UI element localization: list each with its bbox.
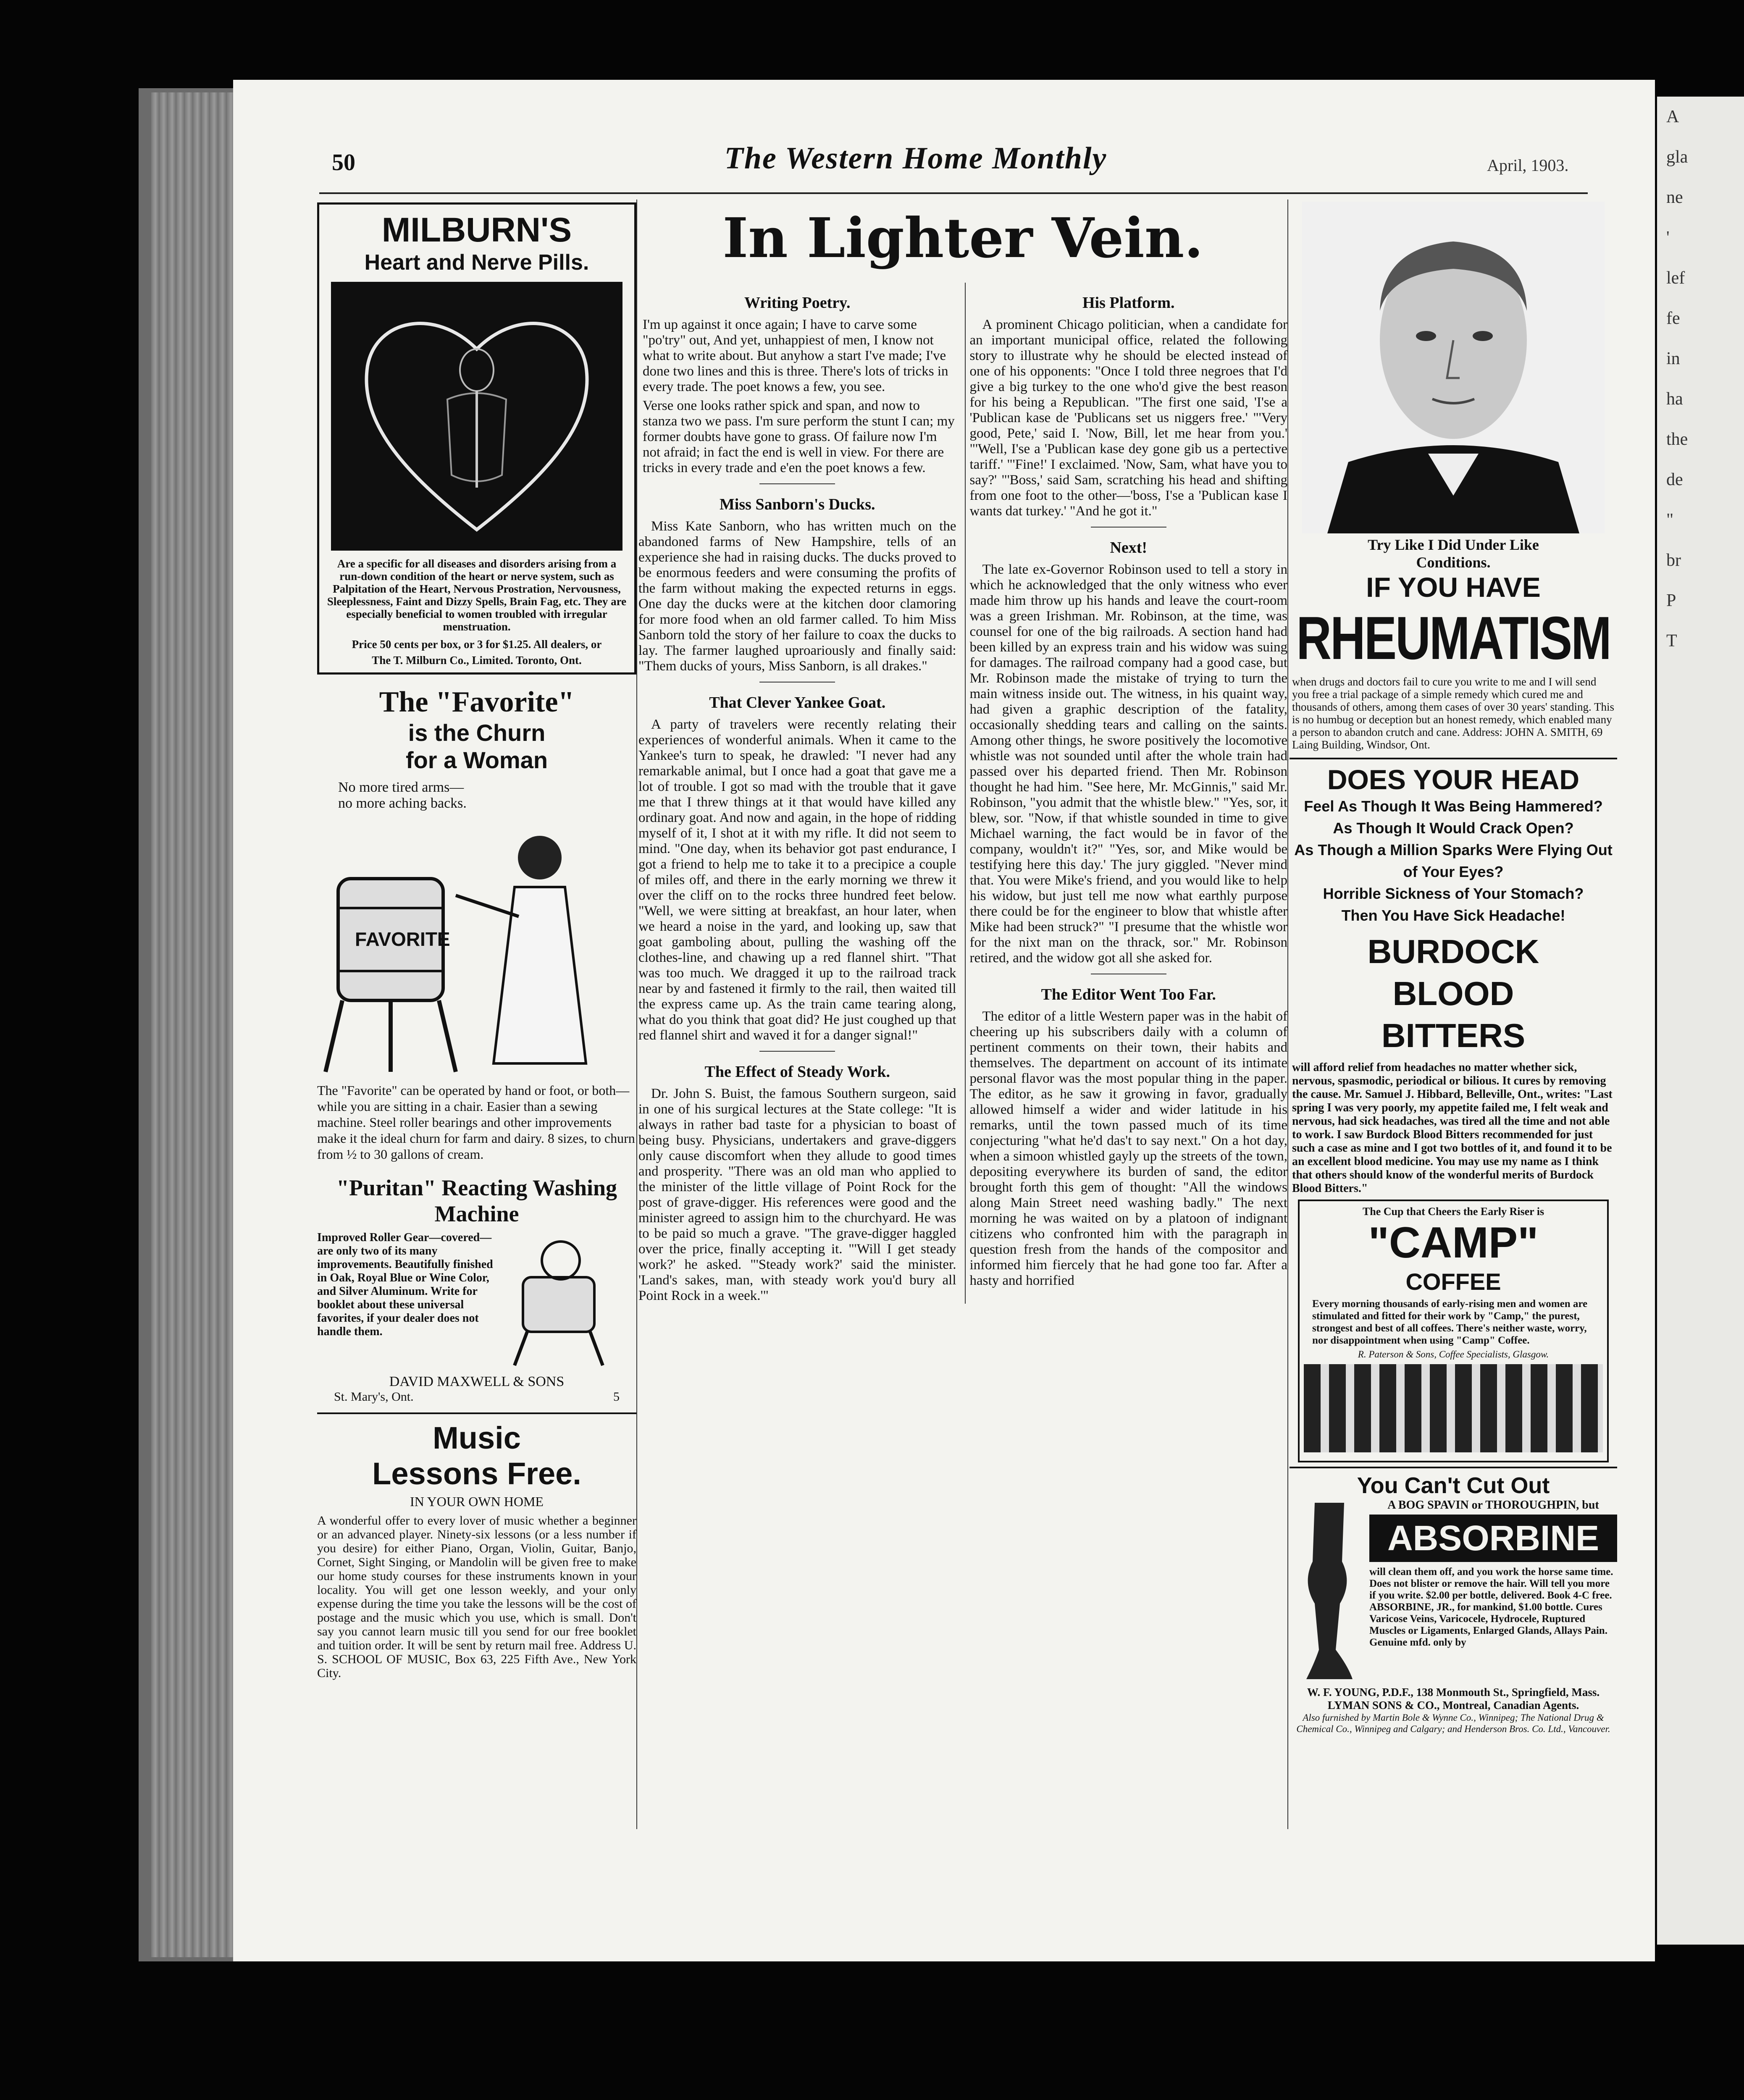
writing-poetry-stanza1: I'm up against it once again; I have to carve some "po'try" out, And yet, unhappiest of men, I know not what to write about. But anyhow a start I've made; I've done two lines and this is three. There's lots of tricks in every trade. The poet knows a few, you see.	[643, 317, 948, 394]
writing-poetry-stanza2: Verse one looks rather spick and span, and now to stanza two we pass. I'm sure perform the stunt I can; my former doubts have gone to grass. Of failure now I'm not afraid; in fact the end is well in view. For there are tricks in every trade and e'en the poet knows a few.	[643, 398, 955, 475]
editorial-subcolumn-right	[965, 283, 1288, 1304]
masthead-title: The Western Home Monthly	[724, 141, 1107, 176]
camp-word: COFFEE	[1405, 1268, 1501, 1295]
facing-page-text-12: P	[1666, 591, 1676, 610]
burdock-q1: Feel As Though It Was Being Hammered?	[1304, 798, 1603, 815]
camp-coffee-ad	[1298, 1200, 1609, 1462]
editor-title: The Editor Went Too Far.	[1041, 986, 1216, 1003]
right-ad-column	[1290, 197, 1617, 2100]
ducks-title: Miss Sanborn's Ducks.	[719, 496, 875, 513]
goat-body: A party of travelers were recently relating their experiences of wonderful animals. When it came to the Yankee's turn to speak, he drawled: "I never had any remarkable animal, but I once had a goat that gave me a lot of trouble. I got so mad with the trouble that it gave me that I threw things at it that would have killed any ordinary goat. And now and again, in the hope of ridding myself of it, I shot at it with my rifle. It did not seem to mind. "One day, when its behavior got past endurance, I got a friend to help me to take it to a precipice a couple of miles off, and there in the early morning we threw it over the cliff on to the rocks three hundred feet below. "Well, we were sitting at breakfast, an hour later, when we heard a noise in the yard, and looking up, saw that goat gamboling about, pulling the washing off the clothes-line, and chawing up a red flannel shirt. "That was too much. We dragged it up to the railroad track near by and fastened it firmly to the rail, then waited till the express came up. As the train came tearing along, what do you think that goat did? He just coughed up that red flannel shirt and waved it for a danger signal!"	[638, 717, 956, 1043]
facing-page-text-0: A	[1666, 107, 1679, 126]
story-separator	[759, 483, 835, 484]
header-rule	[319, 192, 1588, 194]
milburn-price: Price 50 cents per box, or 3 for $1.25. All dealers, or	[352, 638, 602, 651]
facing-page-text-2: ne	[1666, 188, 1683, 207]
puritan-city: St. Mary's, Ont.	[334, 1390, 414, 1404]
milburn-ad	[317, 202, 636, 675]
burdock-title: DOES YOUR HEAD	[1327, 764, 1580, 795]
favorite-title: The "Favorite"	[379, 686, 575, 718]
burdock-brand3: BITTERS	[1381, 1017, 1526, 1054]
favorite-body: The "Favorite" can be operated by hand or foot, or both—while you are sitting in a chair. Easier than a sewing machine. Steel roller bearings and other improvements make it the ideal churn for farm and dairy. 8 sizes, to churn from ½ to 30 gallons of cream.	[317, 1083, 635, 1162]
horse-leg-icon	[1290, 1499, 1365, 1683]
column-divider-right	[1287, 200, 1288, 1829]
milburn-company: The T. Milburn Co., Limited. Toronto, Ont.	[372, 654, 582, 667]
burdock-brand1: BURDOCK	[1367, 933, 1539, 970]
churn-label: FAVORITE	[355, 928, 450, 950]
burdock-body: will afford relief from headaches no matter whether sick, nervous, spasmodic, periodical or bilious. It cures by removing the cause. Mr. Samuel J. Hibbard, Belleville, Ont., writes: "Last spring I was very poorly, my appetite failed me, I felt weak and nervous, had sick headaches, was tired all the time and not able to work. I saw Burdock Blood Bitters recommended for just such a case as mine and I got two bottles of it, and found it to be an excellent blood medicine. You may use my name as I think that others should know of the wonderful merits of Burdock Blood Bitters."	[1292, 1061, 1613, 1195]
facing-page-text-6: in	[1666, 349, 1680, 368]
absorbine-brand: ABSORBINE	[1369, 1515, 1617, 1562]
facing-page-text-1: gla	[1666, 147, 1688, 167]
music-title1: Music	[433, 1420, 521, 1455]
absorbine-agents: LYMAN SONS & CO., Montreal, Canadian Agents.	[1327, 1699, 1579, 1712]
rheumatism-word: RHEUMATISM	[1296, 604, 1610, 672]
camp-body: Every morning thousands of early-rising men and women are stimulated and fitted for their work by "Camp," the purest, strongest and best of all coffees. There's neither waste, worry, nor disappointment when using "Camp" Coffee.	[1312, 1298, 1588, 1346]
page-number: 50	[332, 150, 355, 176]
milburn-title: MILBURN'S	[381, 211, 572, 249]
facing-page-text-10: "	[1666, 510, 1674, 530]
facing-page-text-3: '	[1666, 228, 1670, 247]
camp-brand: "CAMP"	[1368, 1218, 1539, 1267]
rheumatism-caption2: Conditions.	[1416, 554, 1491, 571]
column-divider-left	[636, 200, 637, 1829]
rheumatism-ad	[1290, 202, 1617, 751]
facing-page-text-7: ha	[1666, 389, 1683, 409]
story-separator	[1091, 527, 1166, 528]
issue-date: April, 1903.	[1487, 156, 1569, 175]
masthead	[559, 141, 1273, 176]
absorbine-title: You Can't Cut Out	[1357, 1473, 1550, 1498]
favorite-churn-ad	[317, 681, 636, 1166]
burdock-q5: Then You Have Sick Headache!	[1341, 907, 1565, 924]
absorbine-ad	[1290, 1467, 1617, 1735]
next-title: Next!	[1110, 539, 1148, 556]
editorial-column	[638, 197, 1287, 2100]
left-ad-column	[317, 197, 636, 2100]
favorite-line3: for a Woman	[405, 747, 548, 773]
facing-page-text-11: br	[1666, 551, 1681, 570]
steady-work-title: The Effect of Steady Work.	[704, 1063, 890, 1081]
washing-machine-illustration	[498, 1231, 624, 1370]
portrait-photo	[1302, 202, 1605, 533]
favorite-tag1: No more tired arms—	[338, 780, 464, 795]
rheumatism-body: when drugs and doctors fail to cure you write to me and I will send you free a trial package of a simple remedy which cured me and thousands of others, among them cases of over 30 years' standing. This is no humbug or deception but an honest remedy, which enabled many a person to abandon crutch and cane. Address: JOHN A. SMITH, 69 Laing Building, Windsor, Ont.	[1292, 675, 1614, 751]
music-subtitle: IN YOUR OWN HOME	[410, 1494, 544, 1509]
man-portrait-icon	[1302, 202, 1605, 533]
rheumatism-caption1: Try Like I Did Under Like	[1368, 536, 1539, 553]
burdock-brand2: BLOOD	[1392, 975, 1514, 1012]
editor-body: The editor of a little Western paper was in the habit of cheering up his subscribers daily with a column of pertinent comments on their town, their habits and themselves. The department on account of its intimate personal flavor was the most popular thing in the paper. The editor, as he saw it growing in favor, gradually allowed himself a wider and wider latitude in his remarks, until the town passed much of its time conjecturing "what he'd das't to say next." On a hot day, when a simoon whistled gayly up the streets of the town, depositing everywhere its burden of sand, the editor brought forth this gem of thought: "All the windows along Main Street need washing badly." The next morning he was waited on by a platoon of indignant citizens who confronted him with the paragraph in question fresh from the hands of the compositor and informed him fiercely that he had gone too far. After a hasty and horrified	[969, 1009, 1287, 1288]
facing-page-text-9: de	[1666, 470, 1683, 489]
puritan-ad	[317, 1173, 636, 1406]
platform-body: A prominent Chicago politician, when a candidate for an important municipal office, related the following story to illustrate why he should be elected instead of one of his opponents: "Once I told three negroes that I'd give a big turkey to the one who'd give the best reason for his being a Republican. "The first one said, 'I'se a 'Publican kase de 'Publicans set us niggers free.' "'Very good, Pete,' said I. 'Now, Bill, let me hear from you.' "'Well, I'se a 'Publican kase dey gone gib us a pertective tariff.' "'Fine!' I exclaimed. 'Now, Sam, what have you to say?' "'Boss,' said Sam, scratching his head and shifting from one foot to the other—'boss, I'se a 'Publican kase I wants dat turkey.' "And he got it."	[969, 317, 1287, 519]
facing-page-fragment	[1657, 97, 1744, 1945]
favorite-tag2: no more aching backs.	[338, 795, 467, 811]
coffee-cups-illustration	[1304, 1364, 1603, 1452]
favorite-line2: is the Churn	[408, 719, 546, 746]
absorbine-sub: A BOG SPAVIN or THOROUGHPIN, but	[1387, 1499, 1599, 1512]
writing-poetry-title: Writing Poetry.	[744, 294, 851, 312]
puritan-title: "Puritan" Reacting Washing Machine	[336, 1175, 617, 1226]
music-title2: Lessons Free.	[372, 1456, 581, 1491]
heart-icon	[351, 294, 603, 538]
rheumatism-line1: IF YOU HAVE	[1366, 572, 1541, 603]
feature-headline: In Lighter Vein.	[722, 206, 1203, 270]
absorbine-also: Also furnished by Martin Bole & Wynne Co., Winnipeg; The National Drug & Chemical Co., Winnipeg and Calgary; and Henderson Bros. Co. Ltd., Vancouver.	[1296, 1712, 1610, 1734]
facing-page-text-5: fe	[1666, 309, 1680, 328]
camp-tagline: The Cup that Cheers the Early Riser is	[1362, 1205, 1544, 1218]
facing-page-text-13: T	[1666, 631, 1677, 651]
puritan-body: Improved Roller Gear—covered—are only two of its many improvements. Beautifully finished in Oak, Royal Blue or Wine Color, and Silver Aluminum. Write for booklet about these universal favorites, if your dealer does not handle them.	[317, 1231, 493, 1338]
steady-work-body: Dr. John S. Buist, the famous Southern surgeon, said in one of his surgical lectures at the State college: "It is always in rather bad taste for a physician to boast of being busy. Physicians, undertakers and grave-diggers only cause discomfort when they allude to good times and prosperity. "There was an old man who applied to the minister of the little village of Point Rock for the post of grave-digger. His references were good and the minister agreed to assign him to the churchyard. He was to be paid so much a grave. "The grave-digger haggled over the price, finally accepting it. "'Will I get steady work?' he asked. "'Steady work?' said the minister. 'Land's sakes, man, with steady work you'd bury all Point Rock in a week.'"	[638, 1086, 956, 1303]
milburn-subtitle: Heart and Nerve Pills.	[364, 250, 589, 275]
story-separator	[759, 1051, 835, 1052]
absorbine-maker: W. F. YOUNG, P.D.F., 138 Monmouth St., Springfield, Mass.	[1307, 1686, 1600, 1698]
milburn-body: Are a specific for all diseases and disorders arising from a run-down condition of the heart or nerve system, such as Palpitation of the Heart, Nervous Prostration, Nervousness, Sleeplessness, Faint and Dizzy Spells, Brain Fag, etc. They are especially beneficial to women troubled with irregular menstruation.	[327, 557, 627, 633]
facing-page-text-8: the	[1666, 430, 1688, 449]
burdock-q2: As Though It Would Crack Open?	[1333, 819, 1574, 837]
facing-page-text-4: lef	[1666, 268, 1685, 288]
next-body: The late ex-Governor Robinson used to tell a story in which he acknowledged that the only witness who ever made him throw up his hands and leave the court-room was a green Irishman. Mr. Robinson, at the time, was counsel for one of the big railroads. A section hand had been killed by an express train and his widow was suing for damages. The railroad company had a good case, but Mr. Robinson made the mistake of trying to turn the main witness inside out. The witness, in his quaint way, had given a graphic description of the fatality, occasionally shedding tears and calling on the saints. Among other things, he swore positively the locomotive whistle was not sounded until after the whole train had passed over his departed friend. Then Mr. Robinson thought he had him. "See here, Mr. McGinnis," said Mr. Robinson, "you admit that the whistle blew." "Yes, sor, it blew, sor. "Now, if that whistle sounded in time to give Michael warning, the fact would be in favor of the company, wouldn't it?" "Yes, sor, and Mike would be testifying here this day.' The jury giggled. "Never mind that. You were Mike's friend, and you would like to help his widow, but just tell me now what earthly purpose there could be for the engineer to blow that whistle after Mike had been struck?" "I presume that the whistle wor for the nixt man on the thrack, sor." Mr. Robinson retired, and the widow got all she asked for.	[969, 562, 1287, 966]
editorial-subcolumn-left	[638, 283, 956, 1304]
book-page-edges	[151, 92, 235, 1957]
burdock-q4: Horrible Sickness of Your Stomach?	[1323, 885, 1584, 902]
goat-title: That Clever Yankee Goat.	[709, 694, 886, 711]
music-lessons-ad	[317, 1412, 636, 1686]
music-body: A wonderful offer to every lover of music whether a beginner or an advanced player. Ninety-six lessons (or a less number if you desire) for either Piano, Organ, Violin, Guitar, Banjo, Cornet, Sight Singing, or Mandolin will be given free to make our home study courses for these instruments known in your locality. You will get one lesson weekly, and your only expense during the time you take the lessons will be the cost of postage and the music which you use, which is small. Don't say you cannot learn music till you send for our free booklet and tuition order. It will be sent by return mail free. Address U. S. SCHOOL OF MUSIC, Box 63, 225 Fifth Ave., New York City.	[317, 1514, 636, 1680]
absorbine-body: will clean them off, and you work the horse same time. Does not blister or remove the hair. Will tell you more if you write. $2.00 per bottle, delivered. Book 4-C free. ABSORBINE, JR., for mankind, $1.00 bottle. Cures Varicose Veins, Varicocele, Hydrocele, Ruptured Muscles or Ligaments, Enlarged Glands, Allays Pain. Genuine mfd. only by	[1369, 1566, 1613, 1648]
burdock-q3: As Though a Million Sparks Were Flying Out of Your Eyes?	[1294, 841, 1613, 880]
puritan-company: DAVID MAXWELL & SONS	[389, 1374, 565, 1389]
heart-illustration	[331, 282, 622, 551]
churn-illustration	[317, 811, 628, 1080]
platform-title: His Platform.	[1082, 294, 1175, 312]
ducks-body: Miss Kate Sanborn, who has written much on the abandoned farms of New Hampshire, tells of an experience she had in raising ducks. The ducks proved to be enormous feeders and were consuming the profits of the farm without making the expected returns in eggs. One day the ducks were at the kitchen door clamoring for more food when an old farmer called. To him Miss Sanborn told the story of her failure to coax the ducks to lay. The farmer laughed uproariously and finally said: "Them ducks of yours, Miss Sanborn, is all drakes."	[638, 519, 956, 674]
puritan-code: 5	[613, 1390, 620, 1404]
burdock-ad	[1290, 758, 1617, 1195]
camp-maker: R. Paterson & Sons, Coffee Specialists, Glasgow.	[1358, 1349, 1549, 1360]
